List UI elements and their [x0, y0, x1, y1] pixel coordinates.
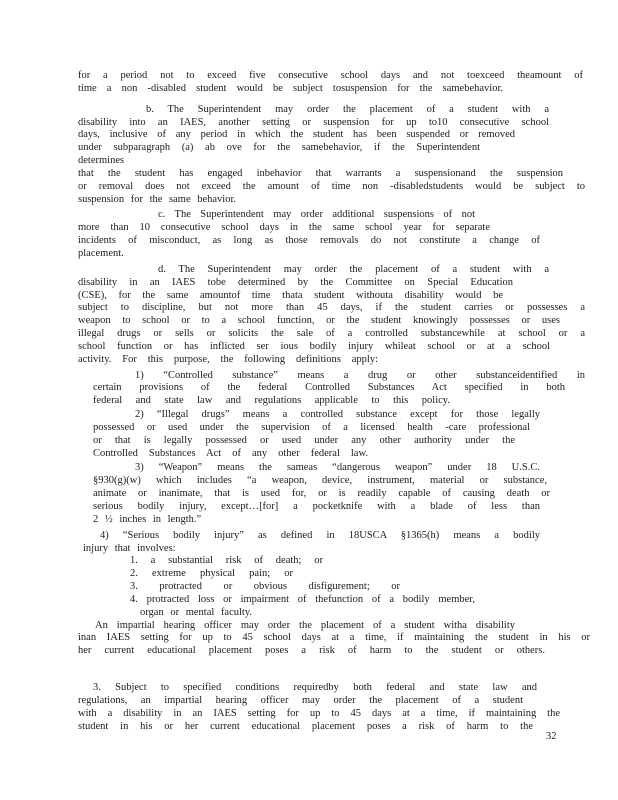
- text-line: 3. Subject to specified conditions requiredby both federal and state law and: [93, 682, 537, 694]
- text-line: 4. protracted loss or impairment of thefunction of a bodily member,: [130, 593, 475, 605]
- text-line: illegal drugs or sells or solicits the sale of a controlled substancewhile at school or a: [78, 328, 585, 340]
- text-line: 4) “Serious bodily injury” as defined in 18USCA §1365(h) means a bodily: [100, 529, 540, 541]
- text-line: An impartial hearing officer may order the placement of a student witha disability: [95, 619, 515, 631]
- text-line: injury that involves:: [83, 542, 176, 554]
- text-line: possessed or used under the supervision of a licensed health -care professional: [93, 421, 530, 433]
- text-line: c. The Superintendent may order additional suspensions of not: [158, 209, 475, 221]
- text-line: serious bodily injury, except…[for] a pocketknife with a blade of less than: [93, 501, 540, 512]
- text-line: or that is legally possessed or used under any other authority under the: [93, 434, 515, 446]
- text-line: activity. For this purpose, the following definitions apply:: [78, 353, 378, 365]
- text-line: 1) “Controlled substance” means a drug or other substanceidentified in: [135, 369, 585, 381]
- text-line: with a disability in an IAES setting for up to 45 days at a time, if maintaining the: [78, 707, 560, 719]
- text-line: or removal does not exceed the amount of time non -disabledstudents would be subject to: [78, 180, 585, 192]
- text-line: animate or inanimate, that is used for, or is readily capable of causing death or: [93, 488, 550, 500]
- text-line: student in his or her current educational placement poses a risk of harm to the: [78, 720, 533, 732]
- text-line: suspension for the same behavior.: [78, 193, 237, 205]
- text-line: b. The Superintendent may order the placement of a student with a: [146, 103, 549, 115]
- text-line: school function or has inflicted ser ious bodily injury whileat school or at a school: [78, 340, 550, 352]
- text-line: certain provisions of the federal Controlled Substances Act specified in both: [93, 382, 565, 394]
- text-line: 3) “Weapon” means the sameas “dangerous weapon” under 18 U.S.C.: [135, 462, 540, 474]
- text-line: disability in an IAES tobe determined by the Committee on Special Education: [78, 276, 513, 288]
- text-line: federal and state law and regulations applicable to this policy.: [93, 395, 450, 407]
- text-line: incidents of misconduct, as long as those removals do not constitute a change of: [78, 235, 540, 247]
- text-line: 2. extreme physical pain; or: [130, 568, 293, 580]
- text-line: 3. protracted or obvious disfigurement; or: [130, 581, 400, 593]
- text-line: regulations, an impartial hearing officer may order the placement of a student: [78, 694, 523, 706]
- text-line: days, inclusive of any period in which the student has been suspended or removed: [78, 129, 515, 141]
- text-line: inan IAES setting for up to 45 school days at a time, if maintaining the student in his or: [78, 632, 590, 644]
- text-line: d. The Superintendent may order the placement of a student with a: [158, 263, 549, 275]
- text-line: for a period not to exceed five consecutive school days and not toexceed theamount of: [78, 70, 583, 81]
- text-line: time a non -disabled student would be subject tosuspension for the samebehavior.: [78, 82, 503, 94]
- text-line: Controlled Substances Act of any other federal law.: [93, 447, 368, 459]
- text-line: her current educational placement poses a risk of harm to the student or others.: [78, 645, 545, 657]
- text-line: weapon to school or to a school function, or the student knowingly possesses or uses: [78, 315, 560, 327]
- text-line: 2) “Illegal drugs” means a controlled substance except for those legally: [135, 409, 540, 421]
- text-line: under subparagraph (a) ab ove for the samebehavior, if the Superintendent: [78, 142, 480, 154]
- text-line: more than 10 consecutive school days in the same school year for separate: [78, 222, 490, 234]
- page-number: 32: [546, 731, 557, 742]
- text-line: (CSE), for the same amountof time thata student withouta disability would be: [78, 289, 503, 301]
- text-line: disability into an IAES, another setting or suspension for up to10 consecutive school: [78, 116, 549, 128]
- text-line: organ or mental faculty.: [140, 606, 253, 618]
- text-line: 2 ½ inches in length.”: [93, 513, 202, 525]
- document-page: [78, 70, 598, 734]
- text-line: 1. a substantial risk of death; or: [130, 555, 323, 567]
- text-line: §930(g)(w) which includes “a weapon, device, instrument, material or substance,: [93, 475, 547, 487]
- text-line: subject to discipline, but not more than 45 days, if the student carries or possesses a: [78, 302, 585, 314]
- text-line: placement.: [78, 247, 124, 259]
- text-line: determines: [78, 155, 125, 167]
- text-line: that the student has engaged inbehavior that warrants a suspensionand the suspension: [78, 167, 563, 179]
